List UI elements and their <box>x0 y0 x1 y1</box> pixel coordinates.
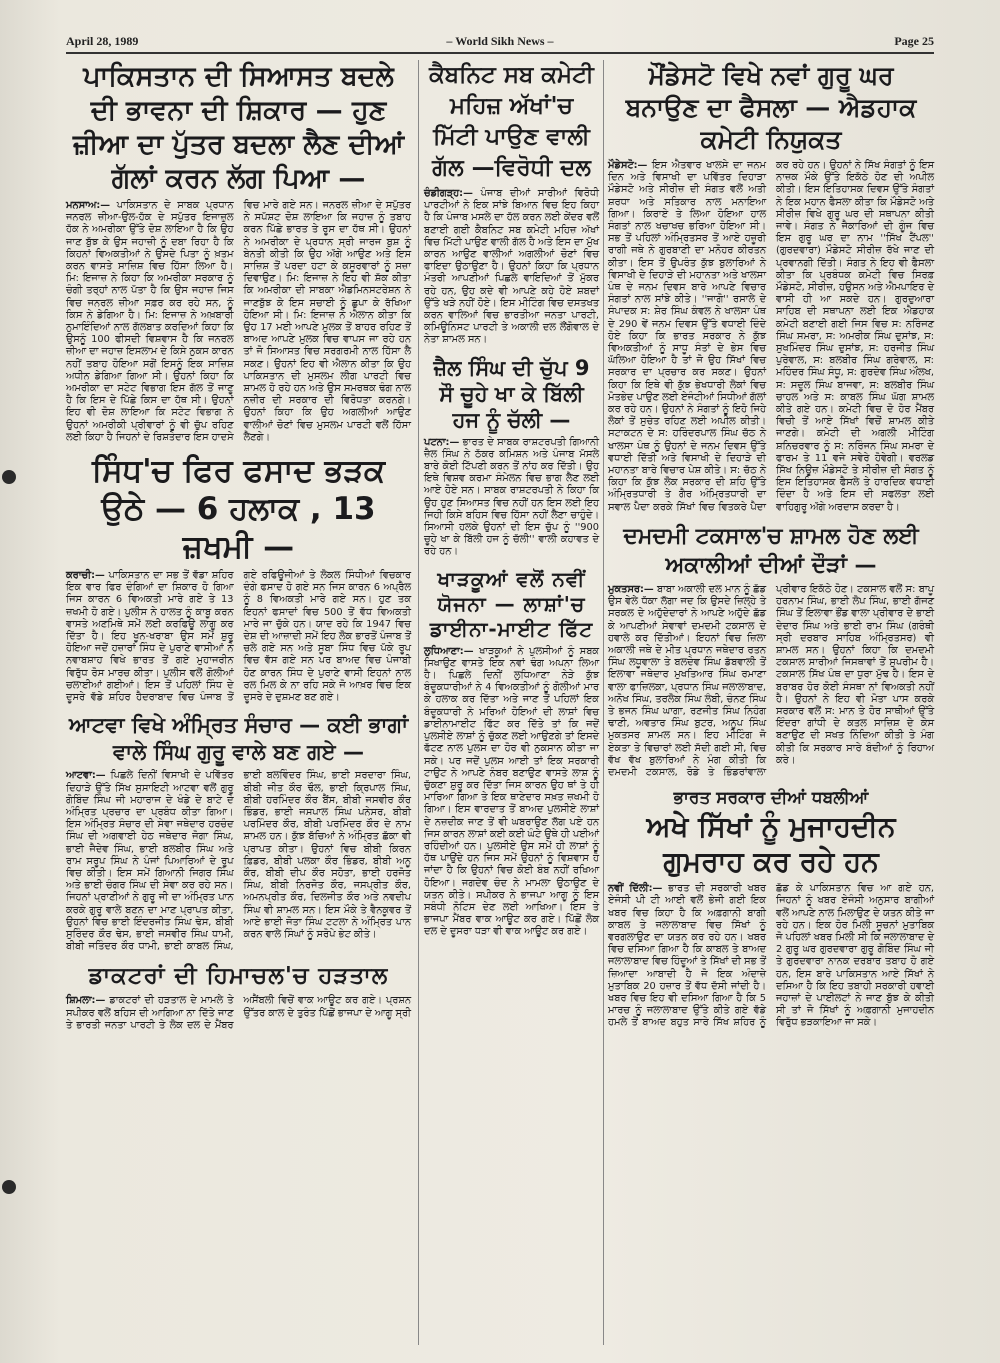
headline: ਅਖੇ ਸਿੱਖਾਂ ਨੂੰ ਮੁਜਾਹਦੀਨ ਗੁਮਰਾਹ ਕਰ ਰਹੇ ਹਨ <box>646 810 896 879</box>
headline: ਦਮਦਮੀ ਟਕਸਾਲ'ਚ ਸ਼ਾਮਲ ਹੋਣ ਲਈ ਅਕਾਲੀਆਂ ਦੀਆਂ ਦੌੜਾਂ — <box>623 523 919 578</box>
article-pakistan-politics <box>66 60 411 444</box>
headline: ਸਿੰਧ'ਚ ਫਿਰ ਫਸਾਦ ਭੜਕ ਉਠੇ — 6 ਹਲਾਕ , 13 ਜ਼ਖਮੀ — <box>91 453 386 566</box>
headline: ਡਾਕਟਰਾਂ ਦੀ ਹਿਮਾਚਲ'ਚ ਹੜਤਾਲ <box>88 963 389 990</box>
body-text: ਖਾੜਕੂਆਂ ਨੇ ਪੁਲਸੀਆਂ ਨੂੰ ਸਬਕ ਸਿਖਾਉਣ ਵਾਸਤੇ ਇਕ ਨਵਾਂ ਢੰਗ ਅਪਨਾ ਲਿਆ ਹੈ। ਪਿਛਲੇ ਦਿਨੀਂ ਲੁਧਿਆਣਾ ਨੇੜੇ ਕੁੱਝ ਬੰਦੂਕਧਾਰੀਆਂ ਨੇ 4 ਵਿਅਕਤੀਆਂ ਨੂੰ ਗੋਲੀਆਂ ਮਾਰ ਕੇ ਹਲਾਕ ਕਰ ਦਿੱਤਾ ਅਤੇ ਜਾਣ ਤੋਂ ਪਹਿਲਾਂ ਇਕ ਬੰਦੂਕਧਾਰੀ ਨੇ ਮਰਿਆਂ ਹੋਇਆਂ ਦੀ ਲਾਸ਼ਾਂ ਵਿਚ ਡਾਈਨਾਮਾਈਟ ਫਿੱਟ ਕਰ ਦਿੱਤੇ ਤਾਂ ਕਿ ਜਦੋਂ ਪੁਲਸੀਏ ਲਾਸ਼ਾਂ ਨੂੰ ਚੁੱਕਣ ਲਈ ਆਉਣਗੇ ਤਾਂ ਇਸਦੇ ਫੱਟਣ ਨਾਲ ਪੁਲਸ ਦਾ ਹੋਰ ਵੀ ਨੁਕਸਾਨ ਕੀਤਾ ਜਾ ਸਕੇ। ਪਰ ਜਦੋਂ ਪੁਲਸ ਆਈ ਤਾਂ ਇਕ ਸਰਕਾਰੀ ਟਾਉਟ ਨੇ ਆਪਣੇ ਨੰਬਰ ਬਣਾਉਣ ਵਾਸਤੇ ਲਾਸ਼ ਨੂੰ ਚੁੱਕਣਾ ਸ਼ੁਰੂ ਕਰ ਦਿੱਤਾ ਜਿਸ ਕਾਰਨ ਉਹ ਥਾਂ ਤੇ ਹੀ ਮਾਰਿਆ ਗਿਆ ਤੇ ਇਕ ਥਾਣੇਦਾਰ ਸਖ਼ਤ ਜ਼ਖਮੀ ਹੋ ਗਿਆ। ਇਸ ਵਾਰਦਾਤ ਤੋਂ ਬਾਅਦ ਪੁਲਸੀਏ ਲਾਸ਼ਾਂ ਦੇ ਨਜ਼ਦੀਕ ਜਾਣ ਤੋਂ ਵੀ ਘਬਰਾਉਣ ਲੱਗ ਪਏ ਹਨ ਜਿਸ ਕਾਰਨ ਲਾਸ਼ਾਂ ਕਈ ਕਈ ਘੰਟੇ ਉਥੇ ਹੀ ਪਈਆਂ ਰਹਿੰਦੀਆਂ ਹਨ। ਪੁਲਸੀਏ ਉਸ ਸਮੇਂ ਹੀ ਲਾਸ਼ਾਂ ਨੂੰ ਹੱਥ ਪਾਉਂਦੇ ਹਨ ਜਿਸ ਸਮੇਂ ਉਹਨਾਂ ਨੂੰ ਵਿਸ਼ਵਾਸ ਹੋ ਜਾਂਦਾ ਹੈ ਕਿ ਉਹਨਾਂ ਵਿਚ ਕੋਈ ਬੰਬ ਨਹੀਂ ਰਖਿਆ ਹੋਇਆ। ਜਗਦੇਵ ਚੰਦ ਨੇ ਮਾਮਲਾ ਉਠਾਉਣ ਦੇ ਯਤਨ ਕੀਤੇ। ਸਪੀਕਰ ਨੇ ਭਾਜਪਾ ਆਗੂ ਨੂੰ ਇਸ ਸਬੰਧੀ ਨੋਟਿਸ ਦੇਣ ਲਈ ਆਖਿਆ। ਇਸ ਤੇ ਭਾਜਪਾ ਮੈਂਬਰ ਵਾਕ ਆਊਟ ਕਰ ਗਏ। ਪਿੱਛੋਂ ਲੋਕ ਦਲ ਦੇ ਦੂਸਰਾ ਧੜਾ ਵੀ ਵਾਕ ਆਊਟ ਕਰ ਗਏ। <box>424 645 599 938</box>
article-ottawa-amrit-sanchar <box>66 712 411 953</box>
article-zail-singh <box>424 355 599 559</box>
article-body <box>66 995 411 1032</box>
kicker: ਭਾਰਤ ਸਰਕਾਰ ਦੀਆਂ ਧਬਲੀਆਂ <box>673 788 869 809</box>
dateline: ਮਨਸਾਅ:— <box>66 200 111 211</box>
headline: ਪਾਕਿਸਤਾਨ ਦੀ ਸਿਆਸਤ ਬਦਲੇ ਦੀ ਭਾਵਨਾ ਦੀ ਸ਼ਿਕਾਰ — ਹੁਣ ਜ਼ੀਆ ਦਾ ਪੁੱਤਰ ਬਦਲਾ ਲੈਣ ਦੀਆਂ ਗੱਲਾਂ ਕਰਨ ਲੱਗ ਪਿਆ — <box>72 61 405 194</box>
issue-date: April 28, 1989 <box>66 34 139 48</box>
body-text: ਪਾਕਿਸਤਾਨ ਦਾ ਸਭ ਤੋਂ ਵੱਡਾ ਸ਼ਹਿਰ ਇਕ ਵਾਰ ਫਿਰ ਦੰਗਿਆਂ ਦਾ ਸ਼ਿਕਾਰ ਹੋ ਗਿਆ ਜਿਸ ਕਾਰਨ 6 ਵਿਅਕਤੀ ਮਾਰੇ ਗਏ ਤੇ 13 ਜ਼ਖਮੀ ਹੋ ਗਏ। ਪੁਲੀਸ ਨੇ ਹਾਲਤ ਨੂੰ ਕਾਬੂ ਕਰਨ ਵਾਸਤੇ ਅਣਮਿਥੇ ਸਮੇਂ ਲਈ ਕਰਫਿਊ ਲਾਗੂ ਕਰ ਦਿੱਤਾ ਹੈ। ਇਹ ਖੂਨ-ਖਰਾਬਾ ਉਸ ਸਮੇਂ ਸ਼ੁਰੂ ਹੋਇਆ ਜਦੋਂ ਹਜ਼ਾਰਾਂ ਸਿੰਧ ਦੇ ਪੁਰਾਣੇ ਵਾਸੀਆਂ ਨੇ ਨਵਾਬਸ਼ਾਹ ਵਿਖੇ ਭਾਰਤ ਤੋਂ ਗਏ ਮੁਹਾਜਰੀਨ ਵਿਰੁੱਧ ਰੋਸ ਮਾਰਚ ਕੀਤਾ। ਪੁਲੀਸ ਵਲੋਂ ਗੋਲੀਆਂ ਚਲਾਈਆਂ ਗਈਆਂ। ਇਸ ਤੋਂ ਪਹਿਲਾਂ ਸਿੰਧ ਦੇ ਦੂਸਰੇ ਵੱਡੇ ਸ਼ਹਿਰ ਹੈਦਰਾਬਾਦ ਵਿਚ ਪੰਜਾਬ ਤੋਂ ਗਏ ਰਫਿਊਜੀਆਂ ਤੇ ਲੋਕਲ ਸਿੰਧੀਆਂ ਵਿਚਕਾਰ ਦੰਗੇ ਫਸਾਦ ਹੋ ਗਏ ਸਨ ਜਿਸ ਕਾਰਨ 6 ਅਪ੍ਰੈਲ ਨੂੰ 8 ਵਿਅਕਤੀ ਮਾਰੇ ਗਏ ਸਨ। ਹੁਣ ਤਕ ਇਹਨਾਂ ਫਸਾਦਾਂ ਵਿਚ 500 ਤੋਂ ਵੱਧ ਵਿਅਕਤੀ ਮਾਰੇ ਜਾ ਚੁੱਕੇ ਹਨ। ਯਾਦ ਰਹੇ ਕਿ 1947 ਵਿਚ ਦੇਸ਼ ਦੀ ਆਜ਼ਾਦੀ ਸਮੇਂ ਇਹ ਲੋਕ ਭਾਰਤੋਂ ਪੰਜਾਬ ਤੋਂ ਚਲੇ ਗਏ ਸਨ ਅਤੇ ਸੂਬਾ ਸਿੰਧ ਵਿਚ ਪੱਕੇ ਰੂਪ ਵਿਚ ਵੱਸ ਗਏ ਸਨ ਪਰ ਬਾਅਦ ਵਿਚ ਪੰਜਾਬੀ ਹੋਣ ਕਾਰਨ ਸਿੰਧ ਦੇ ਪੁਰਾਣੇ ਵਾਸੀ ਇਹਨਾਂ ਨਾਲ ਰਲ ਮਿਲ ਕੇ ਨਾ ਰਹਿ ਸਕੇ ਜੋ ਆਖ਼ਰ ਵਿਚ ਇਕ ਦੂਸਰੇ ਦੇ ਦੁਸ਼ਮਣ ਬਣ ਗਏ। <box>66 570 411 704</box>
article-militants-plan <box>424 567 599 939</box>
article-body <box>66 200 411 444</box>
dateline: ਚੰਡੀਗੜ੍ਹ:— <box>424 188 473 199</box>
page-number: Page 25 <box>894 34 934 48</box>
article-sindh-riots <box>66 452 411 704</box>
article-mujahideen <box>608 787 934 1029</box>
newspaper-name: – World Sikh News – <box>446 34 554 48</box>
middle-column <box>424 60 599 947</box>
body-text: ਭਾਰਤ ਦੀ ਸਰਕਾਰੀ ਖਬਰ ਏਜੰਸੀ ਪੀ ਟੀ ਆਈ ਵਲੋਂ ਭੇਜੀ ਗਈ ਇਕ ਖਬਰ ਵਿਚ ਕਿਹਾ ਹੈ ਕਿ ਅਫ਼ਗਾਨੀ ਬਾਗੀ ਕਾਬਲ ਤੇ ਜਲਾਲਾਬਾਦ ਵਿਚ ਸਿੱਖਾਂ ਨੂੰ ਵਰਗਲਾਉਣ ਦਾ ਯਤਨ ਕਰ ਰਹੇ ਹਨ। ਖਬਰ ਵਿਚ ਦਸਿਆ ਗਿਆ ਹੈ ਕਿ ਕਾਬਲ ਤੇ ਬਾਅਦ ਜਲਾਲਾਬਾਦ ਵਿਚ ਹਿੰਦੂਆਂ ਤੇ ਸਿੱਖਾਂ ਦੀ ਸਭ ਤੋਂ ਜ਼ਿਆਦਾ ਆਬਾਦੀ ਹੈ ਜੋ ਇਕ ਅੰਦਾਜ਼ੇ ਮੁਤਾਬਿਕ 20 ਹਜ਼ਾਰ ਤੋਂ ਵੱਧ ਦੱਸੀ ਜਾਂਦੀ ਹੈ। ਖਬਰ ਵਿਚ ਇਹ ਵੀ ਦਸਿਆ ਗਿਆ ਹੈ ਕਿ 5 ਮਾਰਚ ਨੂੰ ਜਲਾਲਾਬਾਦ ਉੱਤੇ ਕੀਤੇ ਗਏ ਵੱਡੇ ਹਮਲੇ ਤੋਂ ਬਾਅਦ ਬਹੁਤ ਸਾਰੇ ਸਿੱਖ ਸ਼ਹਿਰ ਨੂੰ ਛੱਡ ਕੇ ਪਾਕਿਸਤਾਨ ਵਿਚ ਆ ਗਏ ਹਨ, ਜਿਹਨਾਂ ਨੂੰ ਖਬਰ ਏਜੰਸੀ ਅਨੁਸਾਰ ਬਾਗੀਆਂ ਵਲੋਂ ਆਪਣੇ ਨਾਲ ਮਿਲਾਉਣ ਦੇ ਯਤਨ ਕੀਤੇ ਜਾ ਰਹੇ ਹਨ। ਇਕ ਹੋਰ ਮਿਲੀ ਸੂਚਨਾਂ ਮੁਤਾਬਿਕ ਜੋ ਪਹਿਲਾਂ ਖਬਰ ਮਿਲੀ ਸੀ ਕਿ ਜਲਾਲਾਬਾਦ ਦੇ 2 ਗੁਰੂ ਘਰ ਗੁਰਦਵਾਰਾ ਗੁਰੂ ਗੋਬਿੰਦ ਸਿੰਘ ਜੀ ਤੇ ਗੁਰਦਵਾਰਾ ਨਾਨਕ ਦਰਬਾਰ ਤਬਾਹ ਹੋ ਗਏ ਹਨ, ਇਸ ਬਾਰੇ ਪਾਕਿਸਤਾਨ ਆਏ ਸਿੱਖਾਂ ਨੇ ਦਸਿਆ ਹੈ ਕਿ ਇਹ ਤਬਾਹੀ ਸਰਕਾਰੀ ਹਵਾਈ ਜਹਾਜ਼ਾਂ ਦੇ ਪਾਈਲਟਾਂ ਨੇ ਜਾਣ ਬੁੱਝ ਕੇ ਕੀਤੀ ਸੀ ਤਾਂ ਜੋ ਸਿੱਖਾਂ ਨੂੰ ਅਫ਼ਗਾਨੀ ਮੁਜਾਹਦੀਨ ਵਿਰੁੱਧ ਭੜਕਾਇਆ ਜਾ ਸਕੇ। <box>608 883 934 1029</box>
headline: ਖਾੜਕੂਆਂ ਵਲੋਂ ਨਵੀਂ ਯੋਜਨਾ — ਲਾਸ਼ਾਂ'ਚ ਡਾਈਨਾ-ਮਾਈਟ ਫਿੱਟ <box>429 566 594 641</box>
headline: ਕੈਬਨਿਟ ਸਬ ਕਮੇਟੀ ਮਹਿਜ਼ ਅੱਖਾਂ'ਚ ਮਿੱਟੀ ਪਾਉਣ ਵਾਲੀ ਗੱਲ —ਵਿਰੋਧੀ ਦਲ <box>429 62 594 181</box>
header-rule <box>66 52 934 54</box>
dateline: ਸ਼ਿਮਲਾ:— <box>66 995 106 1007</box>
dateline: ਨਵੀਂ ਦਿੱਲੀ:— <box>608 883 663 895</box>
dateline: ਪਟਨਾ:— <box>424 436 460 448</box>
left-column <box>66 60 411 1040</box>
dateline: ਲੁਧਿਆਣਾ:— <box>424 645 474 657</box>
article-body <box>424 646 599 939</box>
page-header <box>66 34 934 50</box>
punch-hole <box>2 470 16 484</box>
body-text: ਇਸ ਐਤਵਾਰ ਖਾਲਸੇ ਦਾ ਜਨਮ ਦਿਨ ਅਤੇ ਵਿਸਾਖੀ ਦਾ ਪਵਿੱਤਰ ਦਿਹਾੜਾ ਮੌਡੇਸਟੋ ਅਤੇ ਸੀਰੀਜ਼ ਦੀ ਸੰਗਤ ਵਲੋਂ ਅਤੀ ਸ਼ਰਧਾ ਅਤੇ ਸਤਿਕਾਰ ਨਾਲ ਮਨਾਇਆ ਗਿਆ। ਕਿਰਾਏ ਤੇ ਲਿਆ ਹੋਇਆ ਹਾਲ ਸੰਗਤਾਂ ਨਾਲ ਖਚਾਖਚ ਭਰਿਆ ਹੋਇਆ ਸੀ। ਸਭ ਤੋਂ ਪਹਿਲਾਂ ਅੰਮ੍ਰਿਤਸਰ ਤੋਂ ਆਏ ਹਜ਼ੂਰੀ ਰਾਗੀ ਜਥੇ ਨੇ ਗੁਰਬਾਣੀ ਦਾ ਮਨੋਹਰ ਕੀਰਤਨ ਕੀਤਾ। ਇਸ ਤੋਂ ਉਪਰੰਤ ਕੁੱਝ ਬੁਲਾਰਿਆਂ ਨੇ ਵਿਸਾਖੀ ਦੇ ਦਿਹਾੜੇ ਦੀ ਮਹਾਨਤਾ ਅਤੇ ਖਾਲਸਾ ਪੰਥ ਦੇ ਜਨਮ ਦਿਵਸ ਬਾਰੇ ਆਪਣੇ ਵਿਚਾਰ ਸੰਗਤਾਂ ਨਾਲ ਸਾਂਝੇ ਕੀਤੇ। ''ਜਾਗੋ'' ਰਸਾਲੇ ਦੇ ਸੰਪਾਦਕ ਸ: ਸ਼ੇਰ ਸਿੰਘ ਕੰਵਲ ਨੇ ਖਾਲਸਾ ਪੰਥ ਦੇ 290 ਵੇਂ ਜਨਮ ਦਿਵਸ ਉੱਤੇ ਵਧਾਈ ਦਿੰਦੇ ਹੋਏ ਕਿਹਾ ਕਿ ਭਾਰਤ ਸਰਕਾਰ ਨੇ ਕੁੱਝ ਵਿਅਕਤੀਆਂ ਨੂੰ ਸਾਧੂ ਸੰਤਾਂ ਦੇ ਭੇਸ ਵਿਚ ਘੱਲਿਆ ਹੋਇਆ ਹੈ ਤਾਂ ਜੋ ਉਹ ਸਿੱਖਾਂ ਵਿਚ ਸਰਕਾਰ ਦਾ ਪ੍ਰਚਾਰ ਕਰ ਸਕਣ। ਉਹਨਾਂ ਕਿਹਾ ਕਿ ਇਥੇ ਵੀ ਕੁੱਝ ਭੇਖਧਾਰੀ ਲੋਕਾਂ ਵਿਚ ਮੋਤਭੇਦ ਪਾਉਣ ਲਈ ਏਜੰਟੀਆਂ ਸਿਧੀਆਂ ਗੱਲਾਂ ਕਰ ਰਹੇ ਹਨ। ਉਹਨਾਂ ਨੇ ਸੰਗਤਾਂ ਨੂੰ ਇਹੋ ਜਿਹੇ ਲੋਕਾਂ ਤੋਂ ਸੁਚੇਤ ਰਹਿਣ ਲਈ ਅਪੀਲ ਕੀਤੀ। ਸਟਾਕਟਨ ਦੇ ਸ: ਹਰਿੰਦਰਪਾਲ ਸਿੰਘ ਚੱਠ ਨੇ ਖਾਲਸਾ ਪੰਥ ਨੂੰ ਉਹਨਾਂ ਦੇ ਜਨਮ ਦਿਵਸ ਉੱਤੇ ਵਧਾਈ ਦਿੱਤੀ ਅਤੇ ਵਿਸਾਖੀ ਦੇ ਦਿਹਾੜੇ ਦੀ ਮਹਾਨਤਾ ਬਾਰੇ ਵਿਚਾਰ ਪੇਸ਼ ਕੀਤੇ। ਸ: ਚੱਠ ਨੇ ਕਿਹਾ ਕਿ ਕੁੱਝ ਲੋਕ ਸਰਕਾਰ ਦੀ ਸ਼ਹਿ ਉੱਤੇ ਅੰਮ੍ਰਿਤਧਾਰੀ ਤੇ ਗੈਰ ਅੰਮ੍ਰਿਤਧਾਰੀ ਦਾ ਸਵਾਲ ਪੈਦਾ ਕਰਕੇ ਸਿੱਖਾਂ ਵਿਚ ਵਿਤਕਰੇ ਪੈਦਾ ਕਰ ਰਹੇ ਹਨ। ਉਹਨਾਂ ਨੇ ਸਿੱਖ ਸੰਗਤਾਂ ਨੂੰ ਇਸ ਨਾਜ਼ਕ ਮੌਕੇ ਉੱਤੇ ਇਕੱਠੇ ਹੋਣ ਦੀ ਅਪੀਲ ਕੀਤੀ। ਇਸ ਇਤਿਹਾਸਕ ਦਿਵਸ ਉੱਤੇ ਸੰਗਤਾਂ ਨੇ ਇਕ ਮਹਾਨ ਫੈਸਲਾ ਕੀਤਾ ਕਿ ਮੌਡੇਸਟੋ ਅਤੇ ਸੀਰੀਜ਼ ਵਿਖੇ ਗੁਰੂ ਘਰ ਦੀ ਸਥਾਪਨਾ ਕੀਤੀ ਜਾਵੇ। ਸੰਗਤ ਨੇ ਜੈਕਾਰਿਆਂ ਦੀ ਗੂੰਜ ਵਿਚ ਇਸ ਗੁਰੂ ਘਰ ਦਾ ਨਾਮ ''ਸਿੱਖ ਟੈਂਪਲ'' (ਗੁਰਦਵਾਰਾ) ਮੌਡੇਸਟੋ ਸੀਰੀਜ਼ ਰੱਖੇ ਜਾਣ ਦੀ ਪ੍ਰਵਾਨਗੀ ਦਿੱਤੀ। ਸੰਗਤ ਨੇ ਇਹ ਵੀ ਫੈਸਲਾ ਕੀਤਾ ਕਿ ਪ੍ਰਬੰਧਕ ਕਮੇਟੀ ਵਿਚ ਸਿਰਫ਼ ਮੌਡੇਸਟੋ, ਸੀਰੀਜ਼, ਹਉਸਨ ਅਤੇ ਐਮਪਾਇਰ ਦੇ ਵਾਸੀ ਹੀ ਆ ਸਕਦੇ ਹਨ। ਗੁਰਦੁਆਰਾ ਸਾਹਿਬ ਦੀ ਸਥਾਪਨਾ ਲਈ ਇਕ ਐਡਹਾਕ ਕਮੇਟੀ ਬਣਾਈ ਗਈ ਜਿਸ ਵਿਚ ਸ: ਨਰਿੰਜਣ ਸਿੰਘ ਸਮਰਾ, ਸ: ਅਮਰੀਕ ਸਿੰਘ ਦੁਸਾਂਝ, ਸ: ਸੁਖਮਿੰਦਰ ਸਿੰਘ ਦੁਸਾਂਝ, ਸ: ਹਰਜੀਤ ਸਿੰਘ ਪੁਰੇਵਾਲ, ਸ: ਬਲਬੀਰ ਸਿੰਘ ਗਰੇਵਾਲ, ਸ: ਮਹਿੰਦਰ ਸਿੰਘ ਸੰਧੂ, ਸ: ਗੁਰਦੇਵ ਸਿੰਘ ਔਲਖ, ਸ: ਸਦੂਲ ਸਿੰਘ ਬਾਜਵਾ, ਸ: ਬਲਬੀਰ ਸਿੰਘ ਚਾਹਲ ਅਤੇ ਸ: ਕਾਬਲ ਸਿੰਘ ਘੱਗ ਸ਼ਾਮਲ ਕੀਤੇ ਗਏ ਹਨ। ਕਮੇਟੀ ਵਿਚ ਦੋ ਹੋਰ ਮੈਂਬਰ ਵਿਚੀ ਤੋਂ ਆਏ ਸਿੱਖਾਂ ਵਿਚੋਂ ਸ਼ਾਮਲ ਕੀਤੇ ਜਾਣਗੇ। ਕਮੇਟੀ ਦੀ ਅਗਲੀ ਮੀਟਿੰਗ ਸ਼ਨਿਚਰਵਾਰ ਨੂੰ ਸ: ਨਰਿੰਜਨ ਸਿੰਘ ਸਮਰਾ ਦੇ ਫਾਰਮ ਤੇ 11 ਵਜੇ ਸਵੇਰੇ ਹੋਵੇਗੀ। ਵਰਲਡ ਸਿੱਖ ਨਿਊਜ਼ ਮੌਡੇਸਟੋ ਤੇ ਸੀਰੀਜ਼ ਦੀ ਸੰਗਤ ਨੂੰ ਇਸ ਇਤਿਹਾਸਕ ਫੈਸਲੇ ਤੇ ਹਾਰਦਿਕ ਵਧਾਈ ਦਿੰਦਾ ਹੈ ਅਤੇ ਇਸ ਦੀ ਸਫਲਤਾ ਲਈ ਵਾਹਿਗੁਰੂ ਅੱਗੇ ਅਰਦਾਸ ਕਰਦਾ ਹੈ। <box>608 160 934 513</box>
article-doctors-strike <box>66 961 411 1032</box>
body-text: ਭਾਰਤ ਦੇ ਸਾਬਕ ਰਾਸ਼ਟਰਪਤੀ ਗਿਆਨੀ ਜ਼ੈਲ ਸਿੰਘ ਨੇ ਠੱਕਰ ਕਮਿਸ਼ਨ ਅਤੇ ਪੰਜਾਬ ਮੱਸਲੇ ਬਾਰੇ ਕੋਈ ਟਿੱਪਣੀ ਕਰਨ ਤੋਂ ਨਾਂਹ ਕਰ ਦਿੱਤੀ। ਉਹ ਇਥੇ ਵਿਸ਼ਵ ਕਰਮਾ ਸੰਮੇਲਨ ਵਿਚ ਭਾਗ ਲੈਣ ਲਈ ਆਏ ਹੋਏ ਸਨ। ਸਾਬਕ ਰਾਸ਼ਟਰਪਤੀ ਨੇ ਕਿਹਾ ਕਿ ਉਹ ਹੁਣ ਸਿਆਸਤ ਵਿਚ ਨਹੀਂ ਹਨ ਇਸ ਲਈ ਇਹ ਜਿਹੀ ਕਿਸੇ ਬਹਿਸ ਵਿਚ ਹਿੱਸਾ ਨਹੀਂ ਲੈਣਾ ਚਾਹੁੰਦੇ। ਸਿਆਸੀ ਹਲਕੇ ਉਹਨਾਂ ਦੀ ਇਸ ਚੁੱਪ ਨੂੰ ''900 ਚੂਹੇ ਖਾ ਕੇ ਬਿੱਲੀ ਹਜ ਨੂੰ ਚੱਲੀ'' ਵਾਲੀ ਕਹਾਵਤ ਦੇ ਰਹੇ ਹਨ। <box>424 436 599 558</box>
headline: ਆਟਵਾ ਵਿਖੇ ਅੰਮ੍ਰਿਤ ਸੰਚਾਰ — ਕਈ ਭਾਗਾਂ ਵਾਲੇ ਸਿੰਘ ਗੁਰੂ ਵਾਲੇ ਬਣ ਗਏ — <box>68 713 409 765</box>
dateline: ਕਰਾਚੀ:— <box>66 570 105 582</box>
article-body <box>66 770 411 953</box>
dateline: ਮੌਡੇਸਟੋ:— <box>608 160 648 171</box>
body-text: ਪੰਜਾਬ ਦੀਆਂ ਸਾਰੀਆਂ ਵਿਰੋਧੀ ਪਾਰਟੀਆਂ ਨੇ ਇਕ ਸਾਂਝੇ ਬਿਆਨ ਵਿਚ ਇਹ ਕਿਹਾ ਹੈ ਕਿ ਪੰਜਾਬ ਮਸਲੇ ਦਾ ਹੱਲ ਕਰਨ ਲਈ ਕੇਂਦਰ ਵਲੋਂ ਬਣਾਈ ਗਈ ਕੈਬਨਿਟ ਸਬ ਕਮੇਟੀ ਮਹਿਜ਼ ਅੱਖਾਂ ਵਿਚ ਮਿੱਟੀ ਪਾਉਣ ਵਾਲੀ ਗੱਲ ਹੈ ਅਤੇ ਇਸ ਦਾ ਮੁੱਖ ਕਾਰਨ ਆਉਣ ਵਾਲੀਆਂ ਅਗਲੀਆਂ ਚੋਣਾਂ ਵਿਚ ਫਾਇਦਾ ਉਠਾਉਣਾ ਹੈ। ਉਹਨਾਂ ਕਿਹਾ ਕਿ ਪ੍ਰਧਾਨ ਮੰਤਰੀ ਆਪਣੀਆਂ ਪਿਛਲੇ ਵਾਇਦਿਆਂ ਤੋਂ ਮੁੱਕਰ ਰਹੇ ਹਨ, ਉਹ ਕਦੇ ਵੀ ਆਪਣੇ ਕਹੇ ਹੋਏ ਸ਼ਬਦਾਂ ਉੱਤੇ ਖੜੇ ਨਹੀਂ ਹੋਏ। ਇਸ ਮੀਟਿੰਗ ਵਿਚ ਦਸਤਖਤ ਕਰਨ ਵਾਲਿਆਂ ਵਿਚ ਭਾਰਤੀਆ ਜਨਤਾ ਪਾਰਟੀ, ਕਮਿਊਨਿਸਟ ਪਾਰਟੀ ਤੇ ਅਕਾਲੀ ਦਲ ਲੌਂਗੋਵਾਲ ਦੇ ਨੇਤਾ ਸ਼ਾਮਲ ਸਨ। <box>424 188 599 346</box>
article-body <box>66 570 411 704</box>
dateline: ਮੁਕਤਸਰ:— <box>608 583 654 595</box>
punch-hole <box>2 1180 16 1194</box>
article-body <box>608 584 934 779</box>
article-body <box>608 160 934 514</box>
body-text: ਬਾਬਾ ਅਕਾਲੀ ਦਲ ਮਾਨ ਨੂੰ ਛੱਡ ਉਸ ਵੇਲੇ ਧੱਕਾ ਲੱਗਾ ਜਦ ਕਿ ਉਸਦੇ ਜ਼ਿਲ੍ਹੇ ਤੇ ਸਰਕਲ ਦੇ ਅਹੁੱਦੇਦਾਰਾਂ ਨੇ ਆਪਣੇ ਅਹੁੱਦੇ ਛੱਡ ਕੇ ਆਪਣੀਆਂ ਸੇਵਾਵਾਂ ਦਮਦਮੀ ਟਕਸਾਲ ਦੇ ਹਵਾਲੇ ਕਰ ਦਿੱਤੀਆਂ। ਇਹਨਾਂ ਵਿਚ ਜ਼ਿਲਾ ਅਕਾਲੀ ਜਥੇ ਦੇ ਮੀਤ ਪ੍ਰਧਾਨ ਜਥੇਦਾਰ ਰਤਨ ਸਿੰਘ ਲਧੂਵਾਲਾ ਤੇ ਬਲਦੇਵ ਸਿੰਘ ਡੱਬਵਾਲੀ ਤੋਂ ਇਲਾਵਾ ਜਥੇਦਾਰ ਮੁਖਤਿਆਰ ਸਿੰਘ ਰਮਾਣਾ ਵਾਲਾ ਫਾਜ਼ਿਲਕਾ, ਪ੍ਰਧਾਨ ਸਿੰਘ ਜਲਾਲਾਬਾਦ, ਅਨੋਖ ਸਿੰਘ, ਤਰਲੋਕ ਸਿੰਘ ਲੰਬੀ, ਚੰਨਣ ਸਿੰਘ ਤੇ ਭਜਨ ਸਿੰਘ ਘਾਗਾ, ਰਣਜੀਤ ਸਿੰਘ ਨਿਹੰਗ ਢਾਣੀ, ਅਵਤਾਰ ਸਿੰਘ ਬੁਟਰ, ਅਨੂਪ ਸਿੰਘ ਮੁਕਤਸਰ ਸ਼ਾਮਲ ਸਨ। ਇਹ ਮੀਟਿੰਗ ਜੋ ਏਕਤਾ ਤੇ ਵਿਚਾਰਾਂ ਲਈ ਸੱਦੀ ਗਈ ਸੀ, ਵਿਚ ਵੱਖ ਵੱਖ ਬੁਲਾਰਿਆਂ ਨੇ ਮੰਗ ਕੀਤੀ ਕਿ ਦਮਦਮੀ ਟਕਸਾਲ, ਰੋਡੇ ਤੇ ਭਿੰਡਰਾਂਵਾਲਾ ਪ੍ਰੀਵਾਰ ਇਕੱਠੇ ਹੋਣ। ਟਕਸਾਲ ਵਲੋਂ ਸ: ਬਾਪੂ ਹਰਨਾਮ ਸਿੰਘ, ਭਾਈ ਲੋਪ ਸਿੰਘ, ਭਾਈ ਗੱਜਣ ਸਿੰਘ ਤੋਂ ਇਲਾਵਾ ਭੌਂਡ ਵਾਲਾ ਪ੍ਰੀਵਾਰ ਦੇ ਭਾਈ ਦੇਦਾਰ ਸਿੰਘ ਅਤੇ ਭਾਈ ਰਾਮ ਸਿੰਘ (ਗਰੰਥੀ ਸ੍ਰੀ ਦਰਬਾਰ ਸਾਹਿਬ ਅੰਮ੍ਰਿਤਸਰ) ਵੀ ਸ਼ਾਮਲ ਸਨ। ਉਹਨਾਂ ਕਿਹਾ ਕਿ ਦਮਦਮੀ ਟਕਸਾਲ ਸਾਰੀਆਂ ਜਿਸਥਾਵਾਂ ਤੋਂ ਸੁਪਰੀਮ ਹੈ। ਟਕਸਾਲ ਸਿੱਖ ਪੰਥ ਦਾ ਧੁਰਾ ਮੁੱਢ ਹੈ। ਇਸ ਦੇ ਬਰਾਬਰ ਹੋਰ ਕੋਈ ਸੰਸਥਾ ਨਾਂ ਵਿਅਕਤੀ ਨਹੀਂ ਹੈ। ਉਹਨਾਂ ਨੇ ਇਹ ਵੀ ਮੋਤਾ ਪਾਸ ਕਰਕੇ ਸਰਕਾਰ ਵਲੋਂ ਸ: ਮਾਨ ਤੇ ਹੋਰ ਸਾਥੀਆਂ ਉੱਤੇ ਇੰਦਰਾ ਗਾਂਧੀ ਦੇ ਕਤਲ ਸਾਜ਼ਿਸ਼ ਦੇ ਕੇਸ ਬਣਾਉਣ ਦੀ ਸਖਤ ਨਿੰਦਿਆ ਕੀਤੀ ਤੇ ਮੰਗ ਕੀਤੀ ਕਿ ਸਰਕਾਰ ਸਾਰੇ ਬੰਦੀਆਂ ਨੂੰ ਰਿਹਾਅ ਕਰੇ। <box>608 583 934 778</box>
right-column <box>608 60 934 1038</box>
column-divider <box>603 60 604 1345</box>
article-cabinet-subcommittee <box>424 60 599 347</box>
article-modesto-gurdwara <box>608 60 934 514</box>
article-body <box>424 188 599 347</box>
article-damdami-taksal <box>608 522 934 779</box>
body-text: ਪਾਕਿਸਤਾਨ ਦੇ ਸਾਬਕ ਪ੍ਰਧਾਨ ਜਨਰਲ ਜ਼ੀਆ-ਉਲ-ਹੱਕ ਦੇ ਸਪੁੱਤਰ ਇਜਾਜ਼ੁਲ ਹੱਕ ਨੇ ਅਮਰੀਕਾ ਉੱਤੇ ਦੋਸ਼ ਲਾਇਆ ਹੈ ਕਿ ਉਹ ਜਾਣ ਬੁੱਝ ਕੇ ਉਸ ਜਹਾਜ਼ੀ ਨੂੰ ਦਬਾ ਰਿਹਾ ਹੈ ਕਿ ਕਿਹਨਾਂ ਵਿਅਕਤੀਆਂ ਨੇ ਉਸਦੇ ਪਿਤਾ ਨੂੰ ਖ਼ਤਮ ਕਰਨ ਵਾਸਤੇ ਸਾਜ਼ਿਸ਼ ਵਿਚ ਹਿੱਸਾ ਲਿਆ ਹੈ। ਮਿ: ਇਜਾਜ਼ ਨੇ ਕਿਹਾ ਕਿ ਅਮਰੀਕਾ ਸਰਕਾਰ ਨੂੰ ਚੰਗੀ ਤਰ੍ਹਾਂ ਨਾਲ ਪੱਤਾ ਹੈ ਕਿ ਉਸ ਜਹਾਜ਼ ਜਿਸ ਵਿਚ ਜਨਰਲ ਜ਼ੀਆ ਸਫ਼ਰ ਕਰ ਰਹੇ ਸਨ, ਨੂੰ ਕਿਸ ਨੇ ਡੇਗਿਆ ਹੈ। ਮਿ: ਇਜਾਜ਼ ਨੇ ਅਖ਼ਬਾਰੀ ਨੁਮਾਇੰਦਿਆਂ ਨਾਲ ਗੱਲਬਾਤ ਕਰਦਿਆਂ ਕਿਹਾ ਕਿ ਉਸਨੂੰ 100 ਫੀਸਦੀ ਵਿਸ਼ਵਾਸ ਹੈ ਕਿ ਜਨਰਲ ਜ਼ੀਆ ਦਾ ਜਹਾਜ਼ ਇਸਲਾਮ ਦੇ ਕਿਸੇ ਨੁਕਸ ਕਾਰਨ ਨਹੀਂ ਤਬਾਹ ਹੋਇਆ ਸਗੋਂ ਇਸਨੂੰ ਇਕ ਸਾਜ਼ਿਸ਼ ਅਧੀਨ ਡੇਗਿਆ ਗਿਆ ਸੀ। ਉਹਨਾਂ ਕਿਹਾ ਕਿ ਅਮਰੀਕਾ ਦਾ ਸਟੇਟ ਵਿਭਾਗ ਇਸ ਗੱਲ ਤੋਂ ਜਾਣੂ ਹੈ ਕਿ ਇਸ ਦੇ ਪਿੱਛੇ ਕਿਸ ਦਾ ਹੱਥ ਸੀ। ਉਹਨਾਂ ਇਹ ਵੀ ਦੋਸ਼ ਲਾਇਆ ਕਿ ਸਟੇਟ ਵਿਭਾਗ ਨੇ ਉਹਨਾਂ ਅਮਰੀਕੀ ਪ੍ਰੀਵਾਰਾਂ ਨੂੰ ਵੀ ਚੁੱਪ ਰਹਿਣ ਲਈ ਕਿਹਾ ਹੈ ਜਿਹਨਾਂ ਦੇ ਰਿਸ਼ਤੇਦਾਰ ਇਸ ਹਾਦਸੇ ਵਿਚ ਮਾਰੇ ਗਏ ਸਨ। ਜਨਰਲ ਜ਼ੀਆ ਦੇ ਸਪੁੱਤਰ ਨੇ ਸਪੱਸ਼ਟ ਦੋਸ਼ ਲਾਇਆ ਕਿ ਜਹਾਜ਼ ਨੂੰ ਤਬਾਹ ਕਰਨ ਪਿੱਛੇ ਭਾਰਤ ਤੇ ਰੂਸ ਦਾ ਹੱਥ ਸੀ। ਉਹਨਾਂ ਨੇ ਅਮਰੀਕਾ ਦੇ ਪ੍ਰਧਾਨ ਸ੍ਰੀ ਜਾਰਜ ਬੁਸ਼ ਨੂੰ ਬੇਨਤੀ ਕੀਤੀ ਕਿ ਉਹ ਅੱਗੇ ਆਉਣ ਅਤੇ ਇਸ ਸਾਜ਼ਿਸ਼ ਤੋਂ ਪਰਦਾ ਹਟਾ ਕੇ ਕਸੂਰਵਾਰਾਂ ਨੂੰ ਸਜ਼ਾ ਦਿਵਾਉਣ। ਮਿ: ਇਜਾਜ਼ ਨੇ ਇਹ ਵੀ ਸ਼ੱਕ ਕੀਤਾ ਕਿ ਅਮਰੀਕਾ ਦੀ ਸਾਬਕਾ ਐਡਮਿਨਸਟਰੇਸ਼ਨ ਨੇ ਜਾਣਬੁੱਝ ਕੇ ਇਸ ਸਚਾਈ ਨੂੰ ਛੁਪਾ ਕੇ ਰੱਖਿਆ ਹੋਇਆ ਸੀ। ਮਿ: ਇਜਾਜ਼ ਨੇ ਐਲਾਨ ਕੀਤਾ ਕਿ ਉਹ 17 ਮਈ ਆਪਣੇ ਮੁਲਕ ਤੋਂ ਬਾਹਰ ਰਹਿਣ ਤੋਂ ਬਾਅਦ ਆਪਣੇ ਮੁਲਕ ਵਿਚ ਵਾਪਸ ਜਾ ਰਹੇ ਹਨ ਤਾਂ ਜੋ ਸਿਆਸਤ ਵਿਚ ਸਰਗਰਮੀ ਨਾਲ ਹਿੱਸਾ ਲੈ ਸਕਣ। ਉਹਨਾਂ ਇਹ ਵੀ ਐਲਾਨ ਕੀਤਾ ਕਿ ਉਹ ਪਾਕਿਸਤਾਨ ਦੀ ਮੁਸਲਮ ਲੀਗ ਪਾਰਟੀ ਵਿਚ ਸ਼ਾਮਲ ਹੋ ਰਹੇ ਹਨ ਅਤੇ ਉਸ ਸਮਰਥਕ ਢੰਗ ਨਾਲ ਨਜ਼ੀਰ ਦੀ ਸਰਕਾਰ ਦੀ ਵਿਰੋਧਤਾ ਕਰਨਗੇ। ਉਹਨਾਂ ਕਿਹਾ ਕਿ ਉਹ ਅਗਲੀਆਂ ਆਉਣ ਵਾਲੀਆਂ ਚੋਣਾਂ ਵਿਚ ਮੁਸਲਮ ਪਾਰਟੀ ਵਲੋਂ ਹਿੱਸਾ ਲੈਣਗੇ। <box>66 200 411 443</box>
body-text: ਪਿਛਲੇ ਦਿਨੀਂ ਵਿਸਾਖੀ ਦੇ ਪਵਿੱਤਰ ਦਿਹਾੜੇ ਉੱਤੇ ਸਿੱਖ ਸੁਸਾਇਟੀ ਆਟਵਾ ਵਲੋਂ ਗੁਰੂ ਗੋਬਿੰਦ ਸਿੰਘ ਜੀ ਮਹਾਰਾਜ ਦੇ ਖੰਡੇ ਦੇ ਬਾਟੇ ਦੇ ਅੰਮ੍ਰਿਤ ਪ੍ਰਚਾਰ ਦਾ ਪ੍ਰਬੰਧ ਕੀਤਾ ਗਿਆ। ਇਸ ਅੰਮ੍ਰਿਤ ਸੰਚਾਰ ਦੀ ਸੇਵਾ ਜਥੇਦਾਰ ਹਰਚੰਦ ਸਿੰਘ ਦੀ ਅਗਵਾਈ ਹੇਠ ਜਥੇਦਾਰ ਜੋਗਾ ਸਿੰਘ, ਭਾਈ ਜੈਦੇਵ ਸਿੰਘ, ਭਾਈ ਬਲਬੀਰ ਸਿੰਘ ਅਤੇ ਰਾਮ ਸਰੂਪ ਸਿੰਘ ਨੇ ਪੰਜਾਂ ਪਿਆਰਿਆਂ ਦੇ ਰੂਪ ਵਿਚ ਕੀਤੀ। ਇਸ ਸਮੇਂ ਗਿਆਨੀ ਜਿਗਰ ਸਿੰਘ ਅਤੇ ਭਾਈ ਚੰਗਰ ਸਿੰਘ ਦੀ ਸੇਵਾ ਕਰ ਰਹੇ ਸਨ। ਜਿਹਨਾਂ ਪ੍ਰਾਣੀਆਂ ਨੇ ਗੁਰੂ ਜੀ ਦਾ ਅੰਮ੍ਰਿਤ ਪਾਨ ਕਰਕੇ ਗੁਰੂ ਵਾਲੇ ਬਣਨ ਦਾ ਮਾਣ ਪ੍ਰਾਪਤ ਕੀਤਾ, ਉਹਨਾਂ ਵਿਚ ਭਾਈ ਇੰਦਰਜੀਤ ਸਿੰਘ ਢੇਸ, ਬੀਬੀ ਸੁਰਿੰਦਰ ਕੌਰ ਢੇਸ, ਭਾਈ ਜਸਵੀਰ ਸਿੰਘ ਧਾਮੀ, ਬੀਬੀ ਜਤਿੰਦਰ ਕੌਰ ਧਾਮੀ, ਭਾਈ ਕਾਬਲ ਸਿੰਘ, ਭਾਈ ਬਲਵਿੰਦਰ ਸਿੰਘ, ਭਾਈ ਸਰਦਾਰਾ ਸਿੰਘ, ਬੀਬੀ ਜੀਤ ਕੌਰ ਢੌਲ, ਭਾਈ ਕ੍ਰਿਪਾਲ ਸਿੰਘ, ਬੀਬੀ ਹਰਮਿੰਦਰ ਕੌਰ ਬੈਂਸ, ਬੀਬੀ ਜਸਵੀਰ ਕੌਰ ਭਿੰਡਰ, ਭਾਈ ਜਸਪਾਲ ਸਿੰਘ ਪਨੇਸਰ, ਬੀਬੀ ਪਰਮਿੰਦਰ ਕੌਰ, ਬੀਬੀ ਪਰਮਿੰਦਰ ਕੌਰ ਦੇ ਨਾਮ ਸ਼ਾਮਲ ਹਨ। ਕੁੱਝ ਬੱਚਿਆਂ ਨੇ ਅੰਮ੍ਰਿਤ ਛੱਕਾ ਵੀ ਪ੍ਰਾਪਤ ਕੀਤਾ। ਉਹਨਾਂ ਵਿਚ ਬੀਬੀ ਕਿਰਨ ਫ਼ਿਡਰ, ਬੀਬੀ ਪਲਕਾ ਕੌਰ ਭਿੰਡਰ, ਬੀਬੀ ਅਨੂ ਕੌਰ, ਬੀਬੀ ਦੀਪ ਕੌਰ ਸਹੋਤਾ, ਭਾਈ ਹਰਜੋਤ ਸਿੰਘ, ਬੀਬੀ ਨਿਰਜੋਤ ਕੌਰ, ਜਸਪ੍ਰੀਤ ਕੌਰ, ਅਮਨਪ੍ਰੀਤ ਕੌਰ, ਦਿਲਜੀਤ ਕੌਰ ਅਤੇ ਨਵਦੀਪ ਸਿੰਘ ਵੀ ਸ਼ਾਮਲ ਸਨ। ਇਸ ਮੌਕੇ ਤੇ ਵੈਨਕੂਵਰ ਤੋਂ ਆਏ ਭਾਈ ਜੋਤਾ ਸਿੰਘ ਟਟਲਾ ਨੇ ਅੰਮ੍ਰਿਤ ਪਾਨ ਕਰਨ ਵਾਲੇ ਸਿੰਘਾਂ ਨੂੰ ਸਰੋਪੇ ਭੇਟ ਕੀਤੇ। <box>66 770 411 953</box>
column-divider <box>418 60 419 1345</box>
article-body <box>424 437 599 559</box>
headline: ਜ਼ੈਲ ਸਿੰਘ ਦੀ ਚੁੱਪ 9 ਸੌ ਚੂਹੇ ਖਾ ਕੇ ਬਿੱਲੀ ਹਜ ਨੂੰ ਚੱਲੀ — <box>433 355 590 432</box>
body-text: ਡਾਕਟਰਾਂ ਦੀ ਹੜਤਾਲ ਦੇ ਮਾਮਲੇ ਤੇ ਸਪੀਕਰ ਵਲੋਂ ਬਹਿਸ ਦੀ ਆਗਿਆ ਨਾ ਦਿੱਤੇ ਜਾਣ ਤੇ ਭਾਰਤੀ ਜਨਤਾ ਪਾਰਟੀ ਤੇ ਲੋਕ ਦਲ ਦੇ ਮੈਂਬਰ ਅਸੈਂਬਲੀ ਵਿਚੋਂ ਵਾਕ ਆਊਟ ਕਰ ਗਏ। ਪ੍ਰਸ਼ਨ ਉੱਤਰ ਕਾਲ ਦੇ ਤੁਰੰਤ ਪਿੱਛੋਂ ਭਾਜਪਾ ਦੇ ਆਗੂ ਸ੍ਰੀ <box>66 995 411 1031</box>
headline: ਮੌਂਡੇਸਟੋ ਵਿਖੇ ਨਵਾਂ ਗੁਰੂ ਘਰ ਬਨਾਉਣ ਦਾ ਫੈਸਲਾ — ਐਡਹਾਕ ਕਮੇਟੀ ਨਿਯੁਕਤ <box>625 61 917 154</box>
article-body <box>608 883 934 1029</box>
dateline: ਆਟਵਾ:— <box>66 770 106 782</box>
